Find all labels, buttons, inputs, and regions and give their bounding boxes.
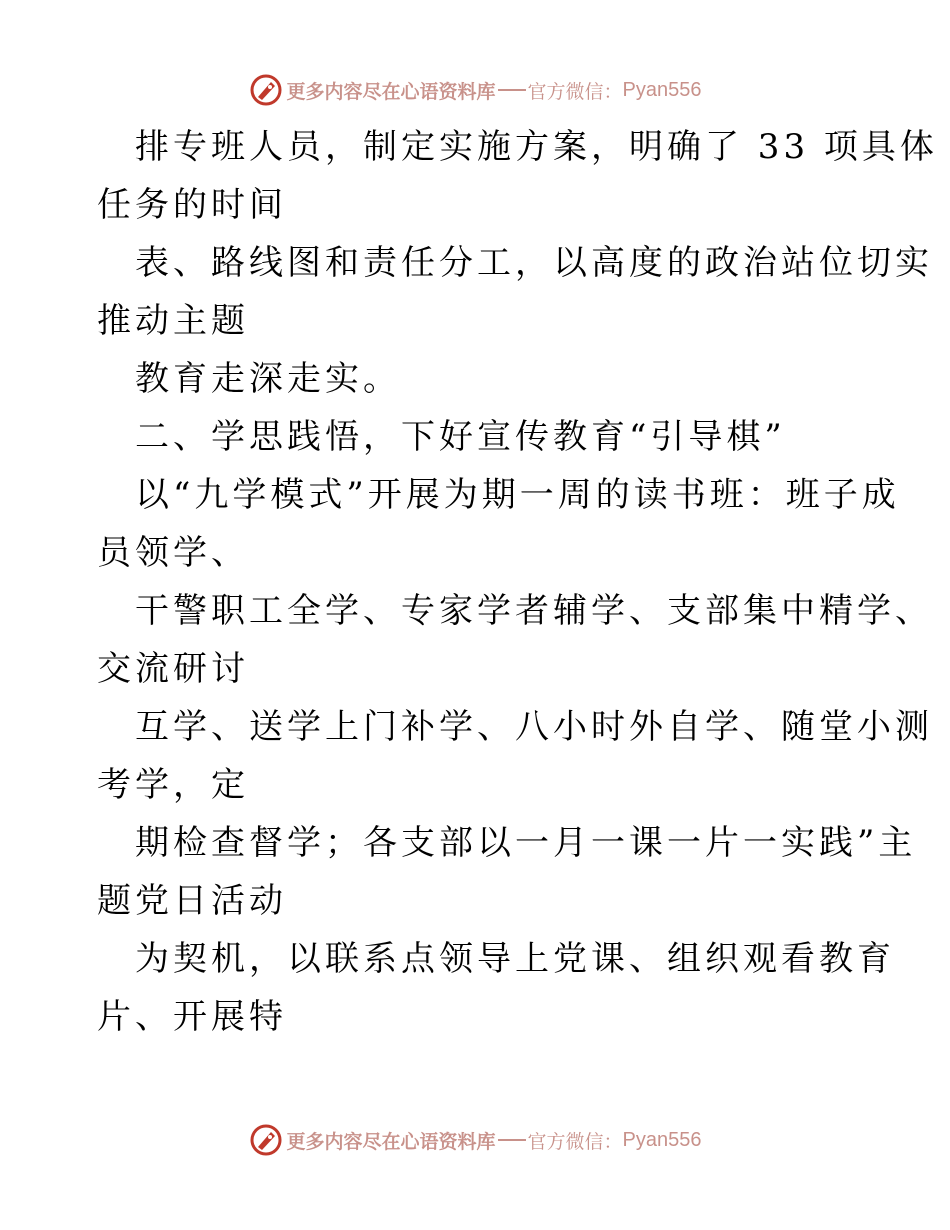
header-brand-text: 更多内容尽在心语资料库 (286, 80, 496, 103)
body-line: 以“九学模式”开展为期一周的读书班：班子成 (135, 475, 900, 515)
body-line: 排专班人员，制定实施方案，明确了 33 项具体 (135, 127, 938, 167)
body-line: 互学、送学上门补学、八小时外自学、随堂小测 (135, 707, 933, 747)
section-heading: 二、学思践悟，下好宣传教育“引导棋” (135, 417, 786, 457)
body-line: 题党日活动 (97, 881, 287, 921)
body-line: 表、路线图和责任分工，以高度的政治站位切实 (135, 243, 933, 283)
body-line: 交流研讨 (97, 649, 249, 689)
pen-nib-circle-icon (249, 73, 283, 107)
body-line: 教育走深走实。 (135, 359, 401, 399)
header-wechat-id: Pyan556 (622, 78, 702, 101)
footer-dash (498, 1139, 526, 1141)
body-line: 任务的时间 (97, 185, 287, 225)
body-line: 片、开展特 (97, 997, 287, 1037)
body-line: 员领学、 (97, 533, 249, 573)
body-line: 干警职工全学、专家学者辅学、支部集中精学、 (135, 591, 933, 631)
footer-wechat-id: Pyan556 (622, 1128, 702, 1151)
body-line: 期检查督学；各支部以一月一课一片一实践”主 (135, 823, 917, 863)
body-line: 为契机，以联系点领导上党课、组织观看教育 (135, 939, 895, 979)
footer-banner (0, 1120, 950, 1160)
footer-brand-text: 更多内容尽在心语资料库 (286, 1130, 496, 1153)
header-banner (0, 70, 950, 110)
footer-wechat-label: 官方微信： (527, 1130, 623, 1153)
header-dash (498, 89, 526, 91)
body-line: 推动主题 (97, 301, 249, 341)
header-wechat-label: 官方微信： (527, 80, 623, 103)
pen-nib-circle-icon (249, 1123, 283, 1157)
body-line: 考学，定 (97, 765, 249, 805)
